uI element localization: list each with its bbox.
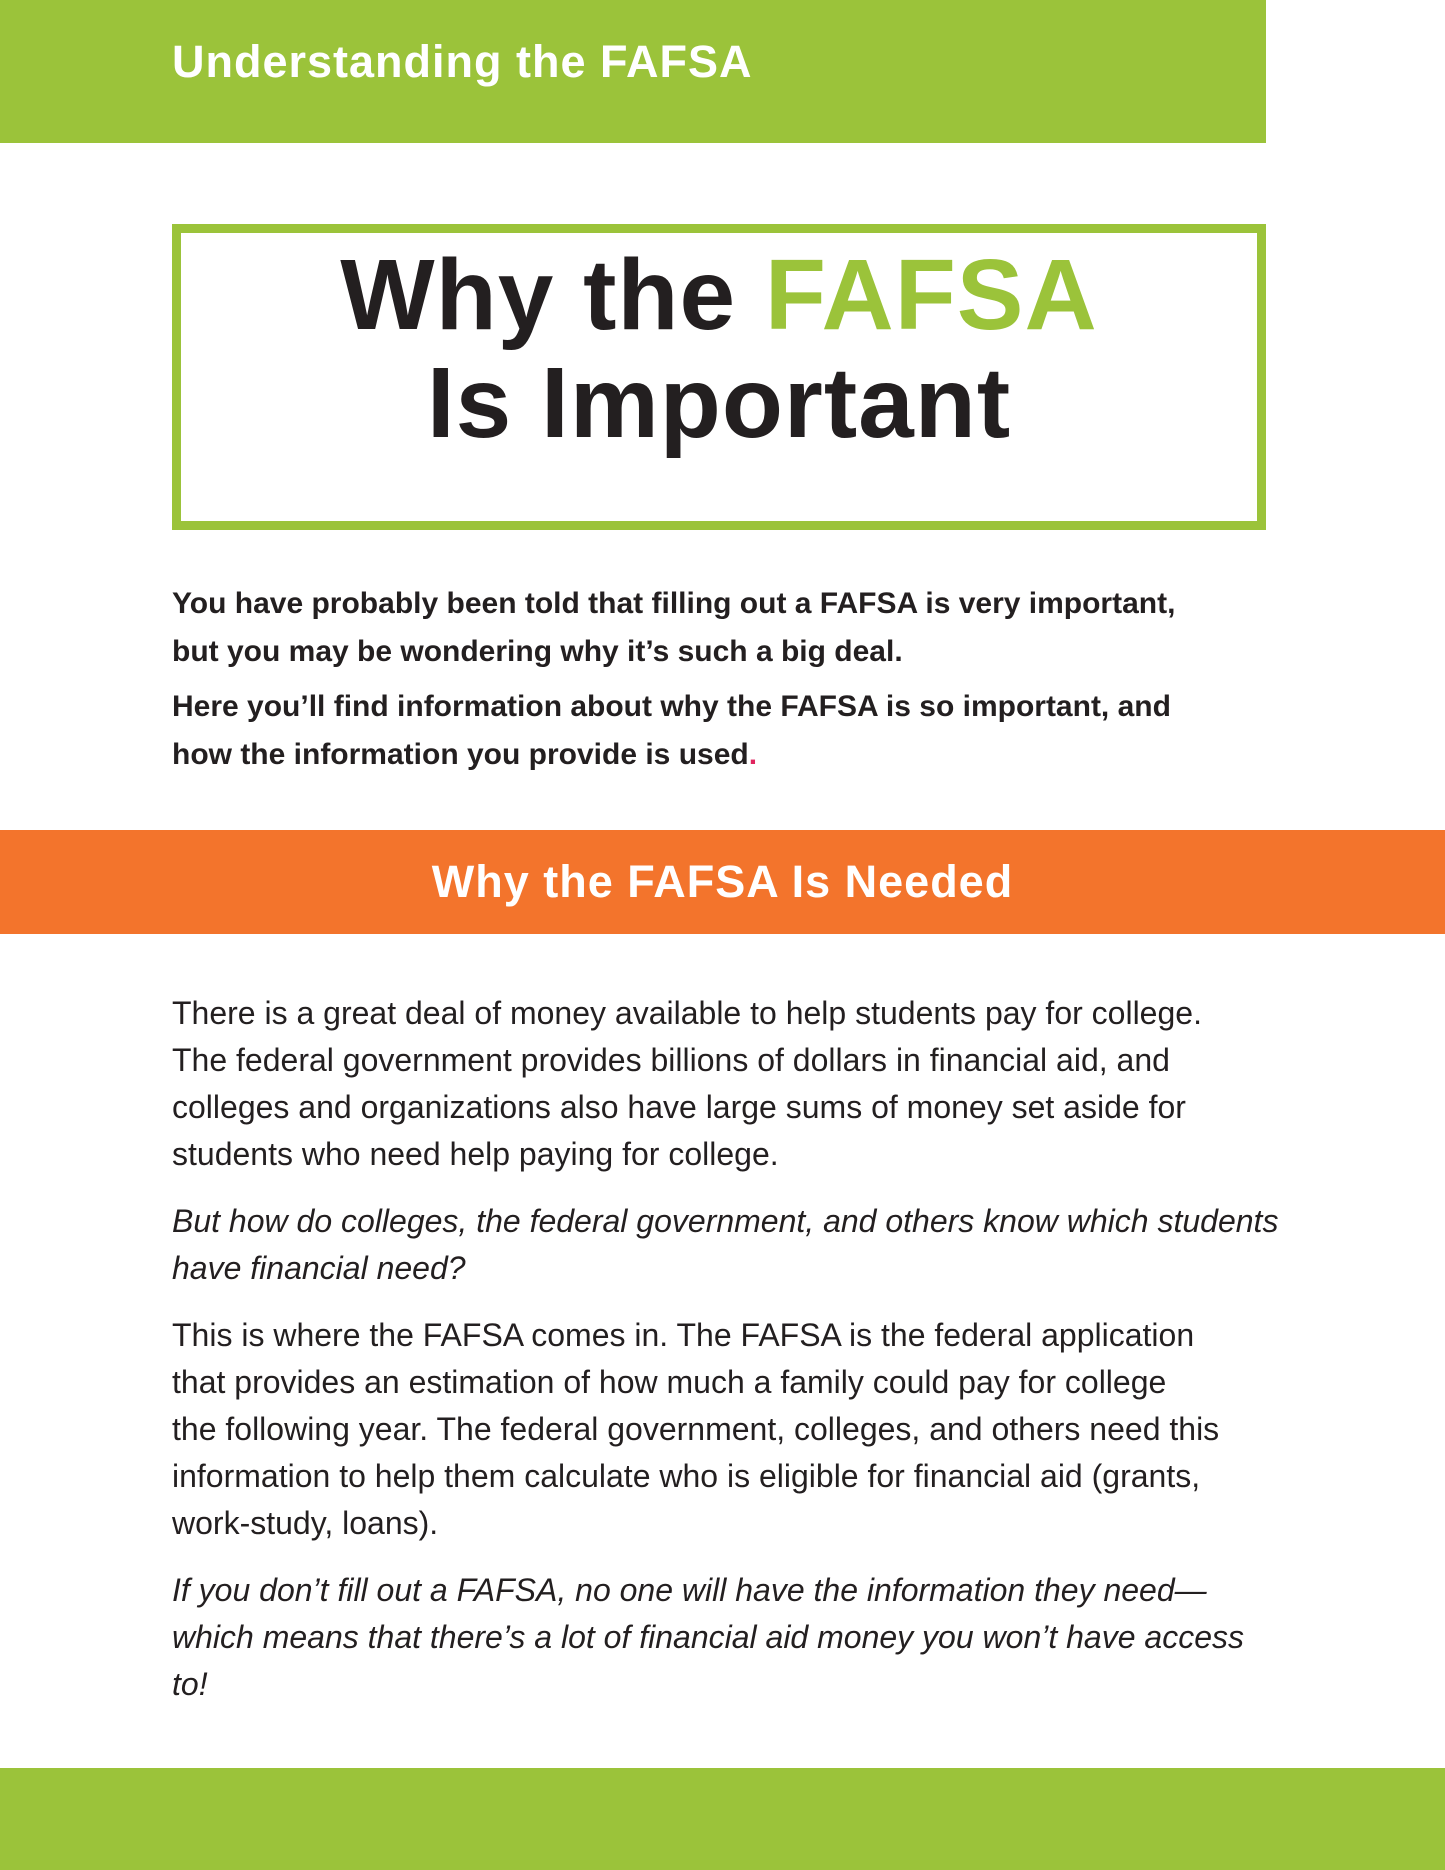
intro-text [172,580,1282,786]
body-line: the following year. The federal government, colleges, and others need this [172,1411,1220,1447]
section-banner [0,830,1445,934]
body-paragraph [172,1312,1282,1547]
intro-paragraph [172,683,1282,779]
body-paragraph [172,1198,1282,1292]
intro-end-mark: . [748,738,758,771]
page-title-line-2: Is Important [426,347,1012,459]
body-line: colleges and organizations also have large sums of money set aside for [172,1089,1186,1125]
body-line: work-study, loans). [172,1505,439,1541]
title-box [172,224,1266,530]
body-line: that provides an estimation of how much a family could pay for college [172,1364,1167,1400]
intro-line: but you may be wondering why it’s such a big deal. [172,635,903,668]
body-line: to! [172,1666,208,1702]
header-title: Understanding the FAFSA [172,36,753,87]
body-line: But how do colleges, the federal government, and others know which students [172,1203,1279,1239]
intro-line-text: how the information you provide is used [172,738,749,771]
body-line: There is a great deal of money available to help students pay for college. [172,995,1202,1031]
intro-line: Here you’ll find information about why the FAFSA is so important, and [172,690,1171,723]
section-heading: Why the FAFSA Is Needed [431,856,1014,907]
body-line: students who need help paying for college. [172,1136,779,1172]
body-line: have financial need? [172,1250,466,1286]
body-line: which means that there’s a lot of financial aid money you won’t have access [172,1619,1244,1655]
header-bar [0,0,1266,143]
page-title-line-1 [181,233,1257,349]
body-paragraph [172,990,1282,1178]
title-prefix: Why the [340,239,765,351]
body-text [172,990,1282,1728]
body-line: The federal government provides billions of dollars in financial aid, and [172,1042,1170,1078]
body-line: This is where the FAFSA comes in. The FAFSA is the federal application [172,1317,1195,1353]
title-highlight: FAFSA [764,239,1098,351]
intro-line [172,731,1282,779]
intro-line: You have probably been told that filling out a FAFSA is very important, [172,587,1176,620]
body-line: If you don’t fill out a FAFSA, no one will have the information they need— [172,1572,1207,1608]
body-paragraph [172,1567,1282,1708]
footer-bar [0,1768,1445,1870]
intro-paragraph [172,580,1282,676]
body-line: information to help them calculate who is eligible for financial aid (grants, [172,1458,1201,1494]
